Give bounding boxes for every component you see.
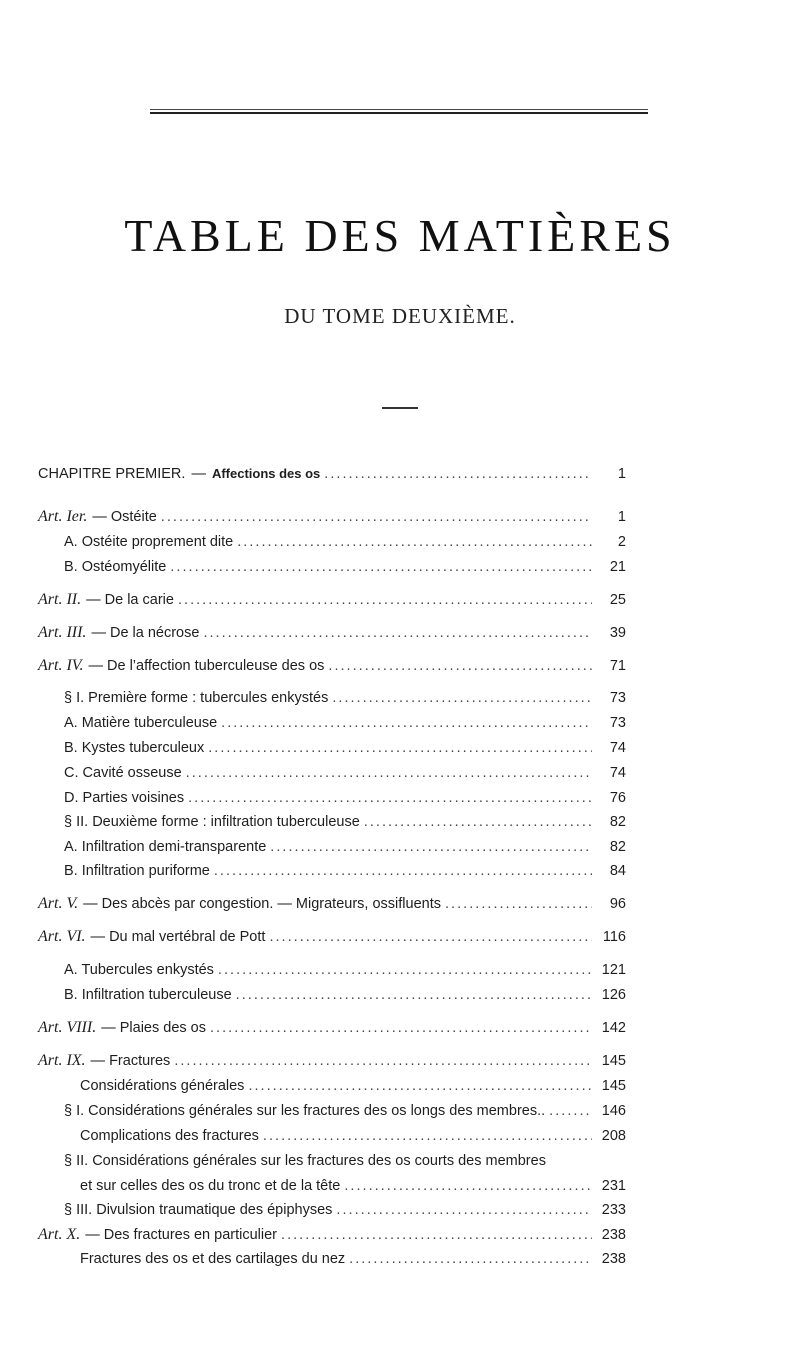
dot-leader (208, 736, 592, 760)
dot-leader (344, 1174, 592, 1198)
toc-entry (64, 711, 626, 735)
toc-entry (38, 925, 626, 949)
toc-entry-text: — De la nécrose (91, 625, 200, 641)
toc-entry (80, 1174, 626, 1198)
toc-entry-page: 231 (601, 1178, 626, 1194)
toc-entry-page: 146 (601, 1103, 626, 1119)
toc-entry-page: 116 (602, 929, 626, 945)
dot-leader (364, 810, 592, 834)
toc-entry-text: B. Ostéomyélite (64, 559, 167, 575)
article-label: Art. IV. (38, 657, 84, 674)
toc-entry (64, 555, 626, 579)
page-subtitle: DU TOME DEUXIÈME. (284, 304, 516, 328)
dot-leader (236, 983, 592, 1007)
toc-entry-page: 1 (617, 509, 626, 525)
toc-entry-page: 126 (601, 987, 626, 1003)
toc-entry-page: 25 (609, 592, 626, 608)
toc-entry-text: — Plaies des os (101, 1020, 206, 1036)
chapter-label: CHAPITRE PREMIER. (38, 466, 186, 482)
toc-entry-text: — De la carie (86, 592, 174, 608)
dot-leader (445, 892, 592, 916)
dot-leader (214, 859, 592, 883)
toc-entry-page: 233 (601, 1202, 626, 1218)
toc-entry-page: 238 (601, 1227, 626, 1243)
toc-entry-text: § I. Considérations générales sur les fractures des os longs des membres.. (64, 1103, 546, 1119)
toc-entry (64, 810, 626, 834)
toc-entry-text: Considérations générales (80, 1078, 245, 1094)
toc-entry (64, 859, 626, 883)
dot-leader (336, 1198, 592, 1222)
toc-entry (80, 1247, 626, 1271)
toc-entry-page: 73 (609, 715, 626, 731)
toc-entry (38, 1049, 626, 1073)
toc-entry-page: 76 (609, 790, 626, 806)
toc-entry-text: Complications des fractures (80, 1128, 259, 1144)
toc-entry-page: 21 (609, 559, 626, 575)
toc-entry-text: B. Infiltration tuberculeuse (64, 987, 232, 1003)
dot-leader (263, 1124, 592, 1148)
toc-entry (80, 1074, 626, 1098)
toc-entry-text: A. Tubercules enkystés (64, 962, 214, 978)
chapter-page: 1 (617, 466, 626, 482)
toc-entry-text: § III. Divulsion traumatique des épiphyses (64, 1202, 333, 1218)
dot-leader (186, 761, 592, 785)
toc-entry-page: 74 (609, 740, 626, 756)
toc-entry (38, 892, 626, 916)
dot-leader (332, 686, 592, 710)
toc-entry-text: — Des fractures en particulier (85, 1227, 278, 1243)
chapter-row (38, 462, 626, 486)
toc-entry-page: 96 (609, 896, 626, 912)
article-label: Art. VIII. (38, 1019, 97, 1036)
toc-entry (38, 505, 626, 529)
article-label: Art. IX. (38, 1052, 86, 1069)
toc-entry-page: 74 (609, 765, 626, 781)
toc-entry-text: et sur celles des os du tronc et de la tête (80, 1178, 341, 1194)
dot-leader (210, 1016, 592, 1040)
dot-leader (237, 530, 592, 554)
toc-entry-text: — Fractures (90, 1053, 171, 1069)
toc-entry (64, 1198, 626, 1222)
dot-leader (349, 1247, 592, 1271)
toc-entry-page: 71 (609, 658, 626, 674)
article-label: Art. Ier. (38, 508, 88, 525)
toc-entry-text: A. Matière tuberculeuse (64, 715, 218, 731)
dot-leader (221, 711, 592, 735)
toc-entry-text: A. Infiltration demi-transparente (64, 839, 267, 855)
dot-leader (188, 786, 592, 810)
toc-entry-text: D. Parties voisines (64, 790, 185, 806)
toc-entry-page: 82 (609, 839, 626, 855)
article-label: Art. VI. (38, 928, 86, 945)
toc-entry (64, 983, 626, 1007)
article-label: Art. V. (38, 895, 79, 912)
toc-entry-text: — De l’affection tuberculeuse des os (88, 658, 325, 674)
dot-leader (178, 588, 592, 612)
dot-leader (174, 1049, 592, 1073)
toc-entry (64, 786, 626, 810)
dot-leader (281, 1223, 592, 1247)
toc-entry (64, 736, 626, 760)
toc-entry (64, 1099, 626, 1123)
toc-entry-page: 84 (609, 863, 626, 879)
toc-entry-text: A. Ostéite proprement dite (64, 534, 234, 550)
dot-leader (170, 555, 592, 579)
toc-entry-page: 142 (601, 1020, 626, 1036)
toc-entry (64, 835, 626, 859)
chapter-dash: — (191, 466, 206, 482)
toc-entry (64, 686, 626, 710)
toc-entry-text: B. Infiltration puriforme (64, 863, 210, 879)
toc-entry-page: 82 (609, 814, 626, 830)
toc-entry-text: § I. Première forme : tubercules enkystés (64, 690, 329, 706)
dot-leader (270, 835, 592, 859)
toc-entry (80, 1124, 626, 1148)
toc-entry-text: § II. Considérations générales sur les fractures des os courts des membres (64, 1153, 546, 1169)
toc-entry-text: — Du mal vertébral de Pott (90, 929, 266, 945)
dot-leader (218, 958, 592, 982)
article-label: Art. III. (38, 624, 87, 641)
toc-entry-text: § II. Deuxième forme : infiltration tuberculeuse (64, 814, 360, 830)
page-title: TABLE DES MATIÈRES (124, 210, 676, 261)
toc-entry-text: — Ostéite (92, 509, 157, 525)
toc-entry-text: B. Kystes tuberculeux (64, 740, 205, 756)
toc-entry (38, 1223, 626, 1247)
dot-leader (248, 1074, 592, 1098)
toc-entry-page: 73 (609, 690, 626, 706)
dot-leader (203, 621, 592, 645)
dot-leader (269, 925, 592, 949)
toc-entry-page: 208 (601, 1128, 626, 1144)
toc-entry (64, 530, 626, 554)
dot-leader (328, 654, 592, 678)
article-label: Art. II. (38, 591, 82, 608)
toc-entry (38, 621, 626, 645)
dot-leader (324, 462, 592, 486)
article-label: Art. X. (38, 1226, 81, 1243)
dot-leader (549, 1099, 592, 1123)
toc-entry-page: 121 (601, 962, 626, 978)
toc-entry-page: 238 (601, 1251, 626, 1267)
toc-entry-page: 145 (601, 1078, 626, 1094)
toc-entry (38, 654, 626, 678)
toc-entry-text: C. Cavité osseuse (64, 765, 182, 781)
chapter-title: Affections des os (211, 466, 321, 481)
toc-entry-text: — Des abcès par congestion. — Migrateurs, ossifluents (83, 896, 441, 912)
toc-entry-page: 2 (617, 534, 626, 550)
toc-entry (64, 958, 626, 982)
toc-entry (38, 588, 626, 612)
toc-entry-page: 145 (601, 1053, 626, 1069)
toc-entry (38, 1016, 626, 1040)
toc-entry-text: Fractures des os et des cartilages du nez (80, 1251, 346, 1267)
toc-entry-page: 39 (609, 625, 626, 641)
toc-entry (64, 761, 626, 785)
dot-leader (161, 505, 592, 529)
